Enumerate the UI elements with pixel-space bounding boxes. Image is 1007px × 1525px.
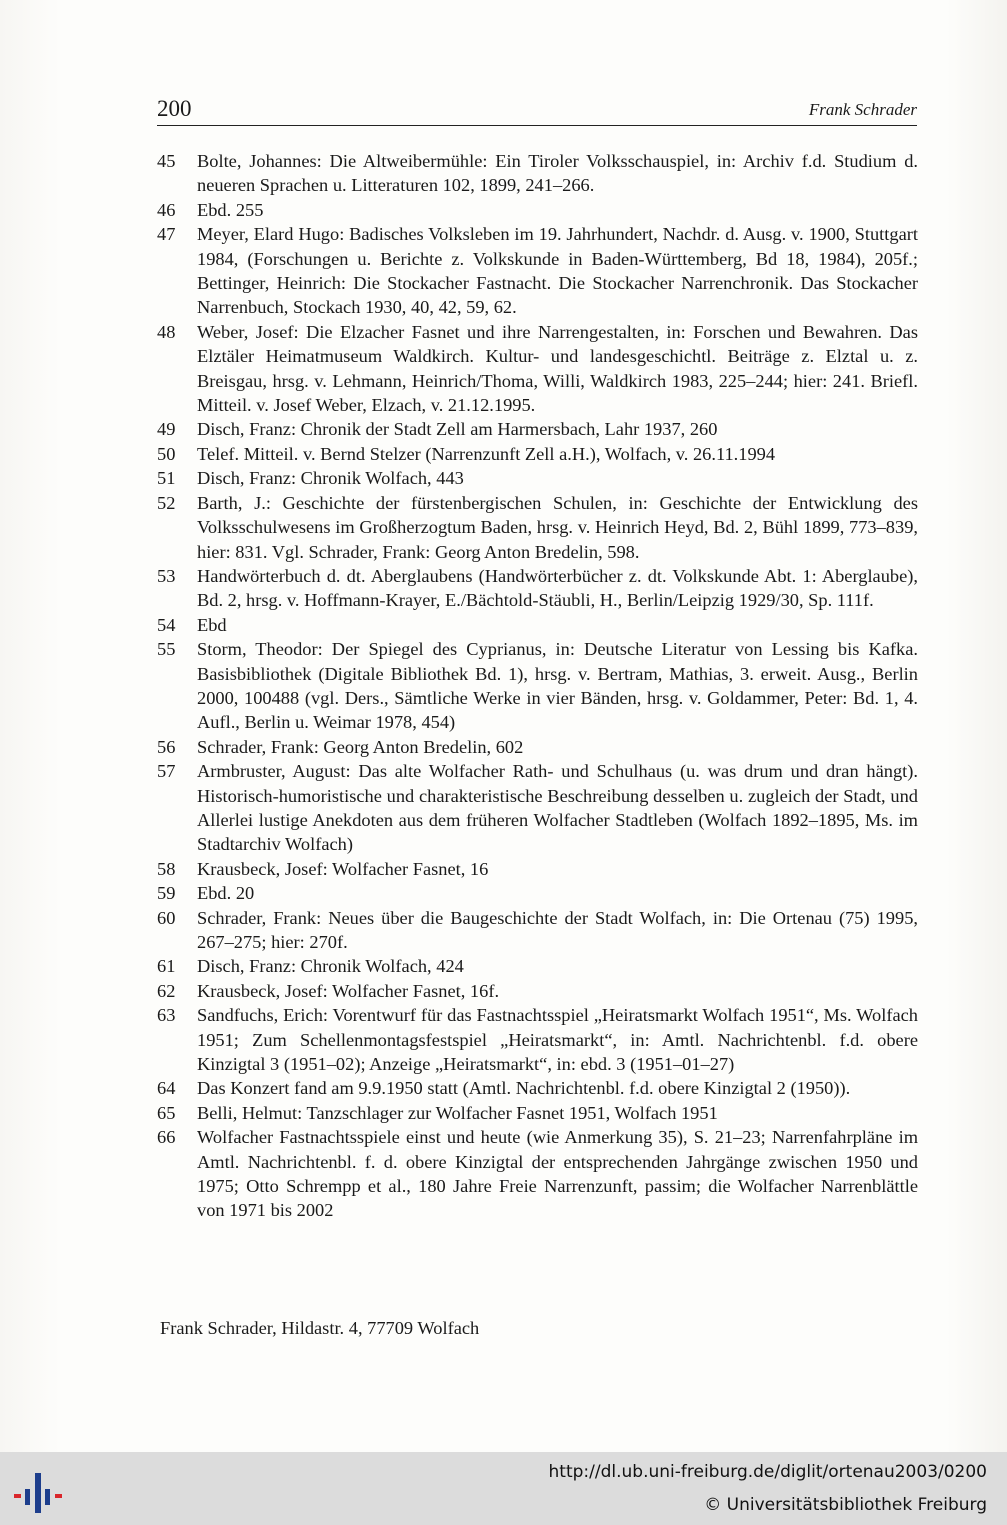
- endnote-number: 58: [157, 858, 176, 879]
- endnote-item: [157, 613, 918, 637]
- page-number: 200: [157, 96, 192, 121]
- copyright-notice: © Universitätsbibliothek Freiburg: [704, 1495, 987, 1515]
- header-rule: [157, 125, 917, 126]
- endnote-text: Sandfuchs, Erich: Vorentwurf für das Fastnachtsspiel „Heiratsmarkt Wolfach 1951“, Ms. Wolfach 1951; Zum Schellenmontagsfestspiel „Heiratsmarkt“, in: Amtl. Nachrichtenbl. f.d. obere Kinzigtal 3 (1951–02); Anzeige „Heiratsmarkt“, in: ebd. 3 (1951–01–27): [197, 1005, 918, 1075]
- endnote-text: Telef. Mitteil. v. Bernd Stelzer (Narrenzunft Zell a.H.), Wolfach, v. 26.11.1994: [197, 443, 776, 464]
- endnote-text: Storm, Theodor: Der Spiegel des Cyprianus, in: Deutsche Literatur von Lessing bis Kafka. Basisbibliothek (Digitale Bibliothek Bd. 1), hrsg. v. Bertram, Mathias, 3. erweit. Ausg., Berlin 2000, 100488 (vgl. Ders., Sämtliche Werke in vier Bänden, hrsg. v. Goldammer, Peter: Bd. 1, 4. Aufl., Berlin u. Weimar 1978, 454): [197, 639, 918, 733]
- endnote-item: [157, 1076, 918, 1100]
- author-address: Frank Schrader, Hildastr. 4, 77709 Wolfach: [160, 1318, 480, 1338]
- endnote-number: 48: [157, 321, 176, 342]
- endnote-text: Wolfacher Fastnachtsspiele einst und heute (wie Anmerkung 35), S. 21–23; Narrenfahrpläne im Amtl. Nachrichtenbl. f. d. obere Kinzigtal der entsprechenden Jahrgänge zwischen 1950 und 1975; Otto Schrempp et al., 180 Jahre Freie Narrenzunft, passim; die Wolfacher Narrenblättle von 1971 bis 2002: [197, 1127, 918, 1221]
- endnote-number: 50: [157, 443, 176, 464]
- document-url-link[interactable]: http://dl.ub.uni-freiburg.de/diglit/ortenau2003/0200: [548, 1462, 987, 1482]
- endnote-item: [157, 637, 918, 735]
- endnote-item: [157, 442, 918, 466]
- endnote-number: 57: [157, 761, 176, 782]
- endnote-number: 53: [157, 565, 176, 586]
- endnote-number: 55: [157, 639, 176, 660]
- endnote-item: [157, 466, 918, 490]
- endnote-number: 61: [157, 956, 176, 977]
- endnote-text: Disch, Franz: Chronik der Stadt Zell am Harmersbach, Lahr 1937, 260: [197, 419, 718, 440]
- endnote-text: Ebd. 255: [197, 199, 264, 220]
- endnote-number: 51: [157, 468, 176, 489]
- endnote-item: [157, 1125, 918, 1223]
- endnote-text: Ebd. 20: [197, 883, 255, 904]
- endnote-text: Disch, Franz: Chronik Wolfach, 443: [197, 468, 464, 489]
- endnote-number: 66: [157, 1127, 176, 1148]
- endnote-text: Meyer, Elard Hugo: Badisches Volksleben im 19. Jahrhundert, Nachdr. d. Ausg. v. 1900, Stuttgart 1984, (Forschungen u. Berichte z. Volkskunde in Baden-Württemberg, Bd 18, 1984), 205f.; Bettinger, Heinrich: Die Stockacher Fastnacht. Die Stockacher Narrenchronik. Das Stockacher Narrenbuch, Stockach 1930, 40, 42, 59, 62.: [197, 224, 918, 318]
- endnote-text: Weber, Josef: Die Elzacher Fasnet und ihre Narrengestalten, in: Forschen und Bewahren. Das Elztäler Heimatmuseum Waldkirch. Kultur- und landesgeschichtl. Beiträge z. Elztal u. z. Breisgau, hrsg. v. Lehmann, Heinrich/Thoma, Willi, Waldkirch 1983, 225–244; hier: 241. Briefl. Mitteil. v. Josef Weber, Elzach, v. 21.12.1995.: [197, 321, 918, 416]
- ub-freiburg-logo-icon[interactable]: [12, 1467, 64, 1519]
- endnote-text: Armbruster, August: Das alte Wolfacher Rath- und Schulhaus (u. was drum und dran hängt). Historisch-humoristische und charakteristische Beschreibung desselben u. zugleich der Stadt, und Allerlei lustige Anekdoten aus dem früheren Wolfacher Stadtleben (Wolfach 1892–1895, Ms. im Stadtarchiv Wolfach): [197, 761, 918, 855]
- endnote-text: Krausbeck, Josef: Wolfacher Fasnet, 16: [197, 858, 489, 879]
- endnote-text: Barth, J.: Geschichte der fürstenbergischen Schulen, in: Geschichte der Entwicklung des Volksschulwesens im Großherzogtum Baden, hrsg. v. Heinrich Heyd, Bd. 2, Bühl 1899, 773–839, hier: 831. Vgl. Schrader, Frank: Georg Anton Bredelin, 598.: [197, 492, 918, 562]
- endnote-item: [157, 979, 918, 1003]
- endnote-number: 56: [157, 736, 176, 757]
- endnote-item: [157, 759, 918, 857]
- endnote-item: [157, 417, 918, 441]
- endnotes-list: [157, 149, 918, 1223]
- endnote-text: Schrader, Frank: Georg Anton Bredelin, 602: [197, 736, 524, 757]
- running-head: Frank Schrader: [808, 100, 917, 119]
- endnote-item: [157, 735, 918, 759]
- endnote-number: 60: [157, 907, 176, 928]
- endnote-text: Belli, Helmut: Tanzschlager zur Wolfacher Fasnet 1951, Wolfach 1951: [197, 1102, 718, 1123]
- endnote-item: [157, 1003, 918, 1076]
- endnote-number: 45: [157, 151, 176, 171]
- endnote-item: [157, 881, 918, 905]
- endnote-text: Bolte, Johannes: Die Altweibermühle: Ein Tiroler Volksschauspiel, in: Archiv f.d. Studium d. neueren Sprachen u. Litteraturen 102, 1899, 241–266.: [197, 151, 918, 196]
- endnote-item: [157, 149, 918, 198]
- endnote-item: [157, 222, 918, 320]
- endnote-number: 54: [157, 614, 176, 635]
- endnote-item: [157, 491, 918, 564]
- endnote-number: 62: [157, 980, 176, 1001]
- endnote-item: [157, 954, 918, 978]
- endnote-number: 47: [157, 224, 176, 245]
- endnote-item: [157, 198, 918, 222]
- endnote-number: 65: [157, 1102, 176, 1123]
- endnote-text: Krausbeck, Josef: Wolfacher Fasnet, 16f.: [197, 980, 500, 1001]
- endnote-number: 52: [157, 492, 176, 513]
- endnote-number: 64: [157, 1078, 176, 1099]
- endnote-item: [157, 564, 918, 613]
- endnote-number: 63: [157, 1005, 176, 1026]
- endnote-text: Das Konzert fand am 9.9.1950 statt (Amtl. Nachrichtenbl. f.d. obere Kinzigtal 2 (1950)).: [197, 1078, 851, 1099]
- endnote-text: Disch, Franz: Chronik Wolfach, 424: [197, 956, 464, 977]
- endnote-text: Schrader, Frank: Neues über die Baugeschichte der Stadt Wolfach, in: Die Ortenau (75) 1995, 267–275; hier: 270f.: [197, 907, 918, 952]
- endnote-number: 46: [157, 199, 176, 220]
- endnote-item: [157, 320, 918, 418]
- endnote-number: 49: [157, 419, 176, 440]
- endnote-item: [157, 857, 918, 881]
- endnote-text: Ebd: [197, 614, 227, 635]
- endnote-item: [157, 906, 918, 955]
- page-header: [157, 96, 917, 124]
- endnote-text: Handwörterbuch d. dt. Aberglaubens (Handwörterbücher z. dt. Volkskunde Abt. 1: Aberglaube), Bd. 2, hrsg. v. Hoffmann-Krayer, E./Bächtold-Stäubli, H., Berlin/Leipzig 1929/30, Sp. 111f.: [197, 565, 918, 611]
- endnote-number: 59: [157, 883, 176, 904]
- endnote-item: [157, 1101, 918, 1125]
